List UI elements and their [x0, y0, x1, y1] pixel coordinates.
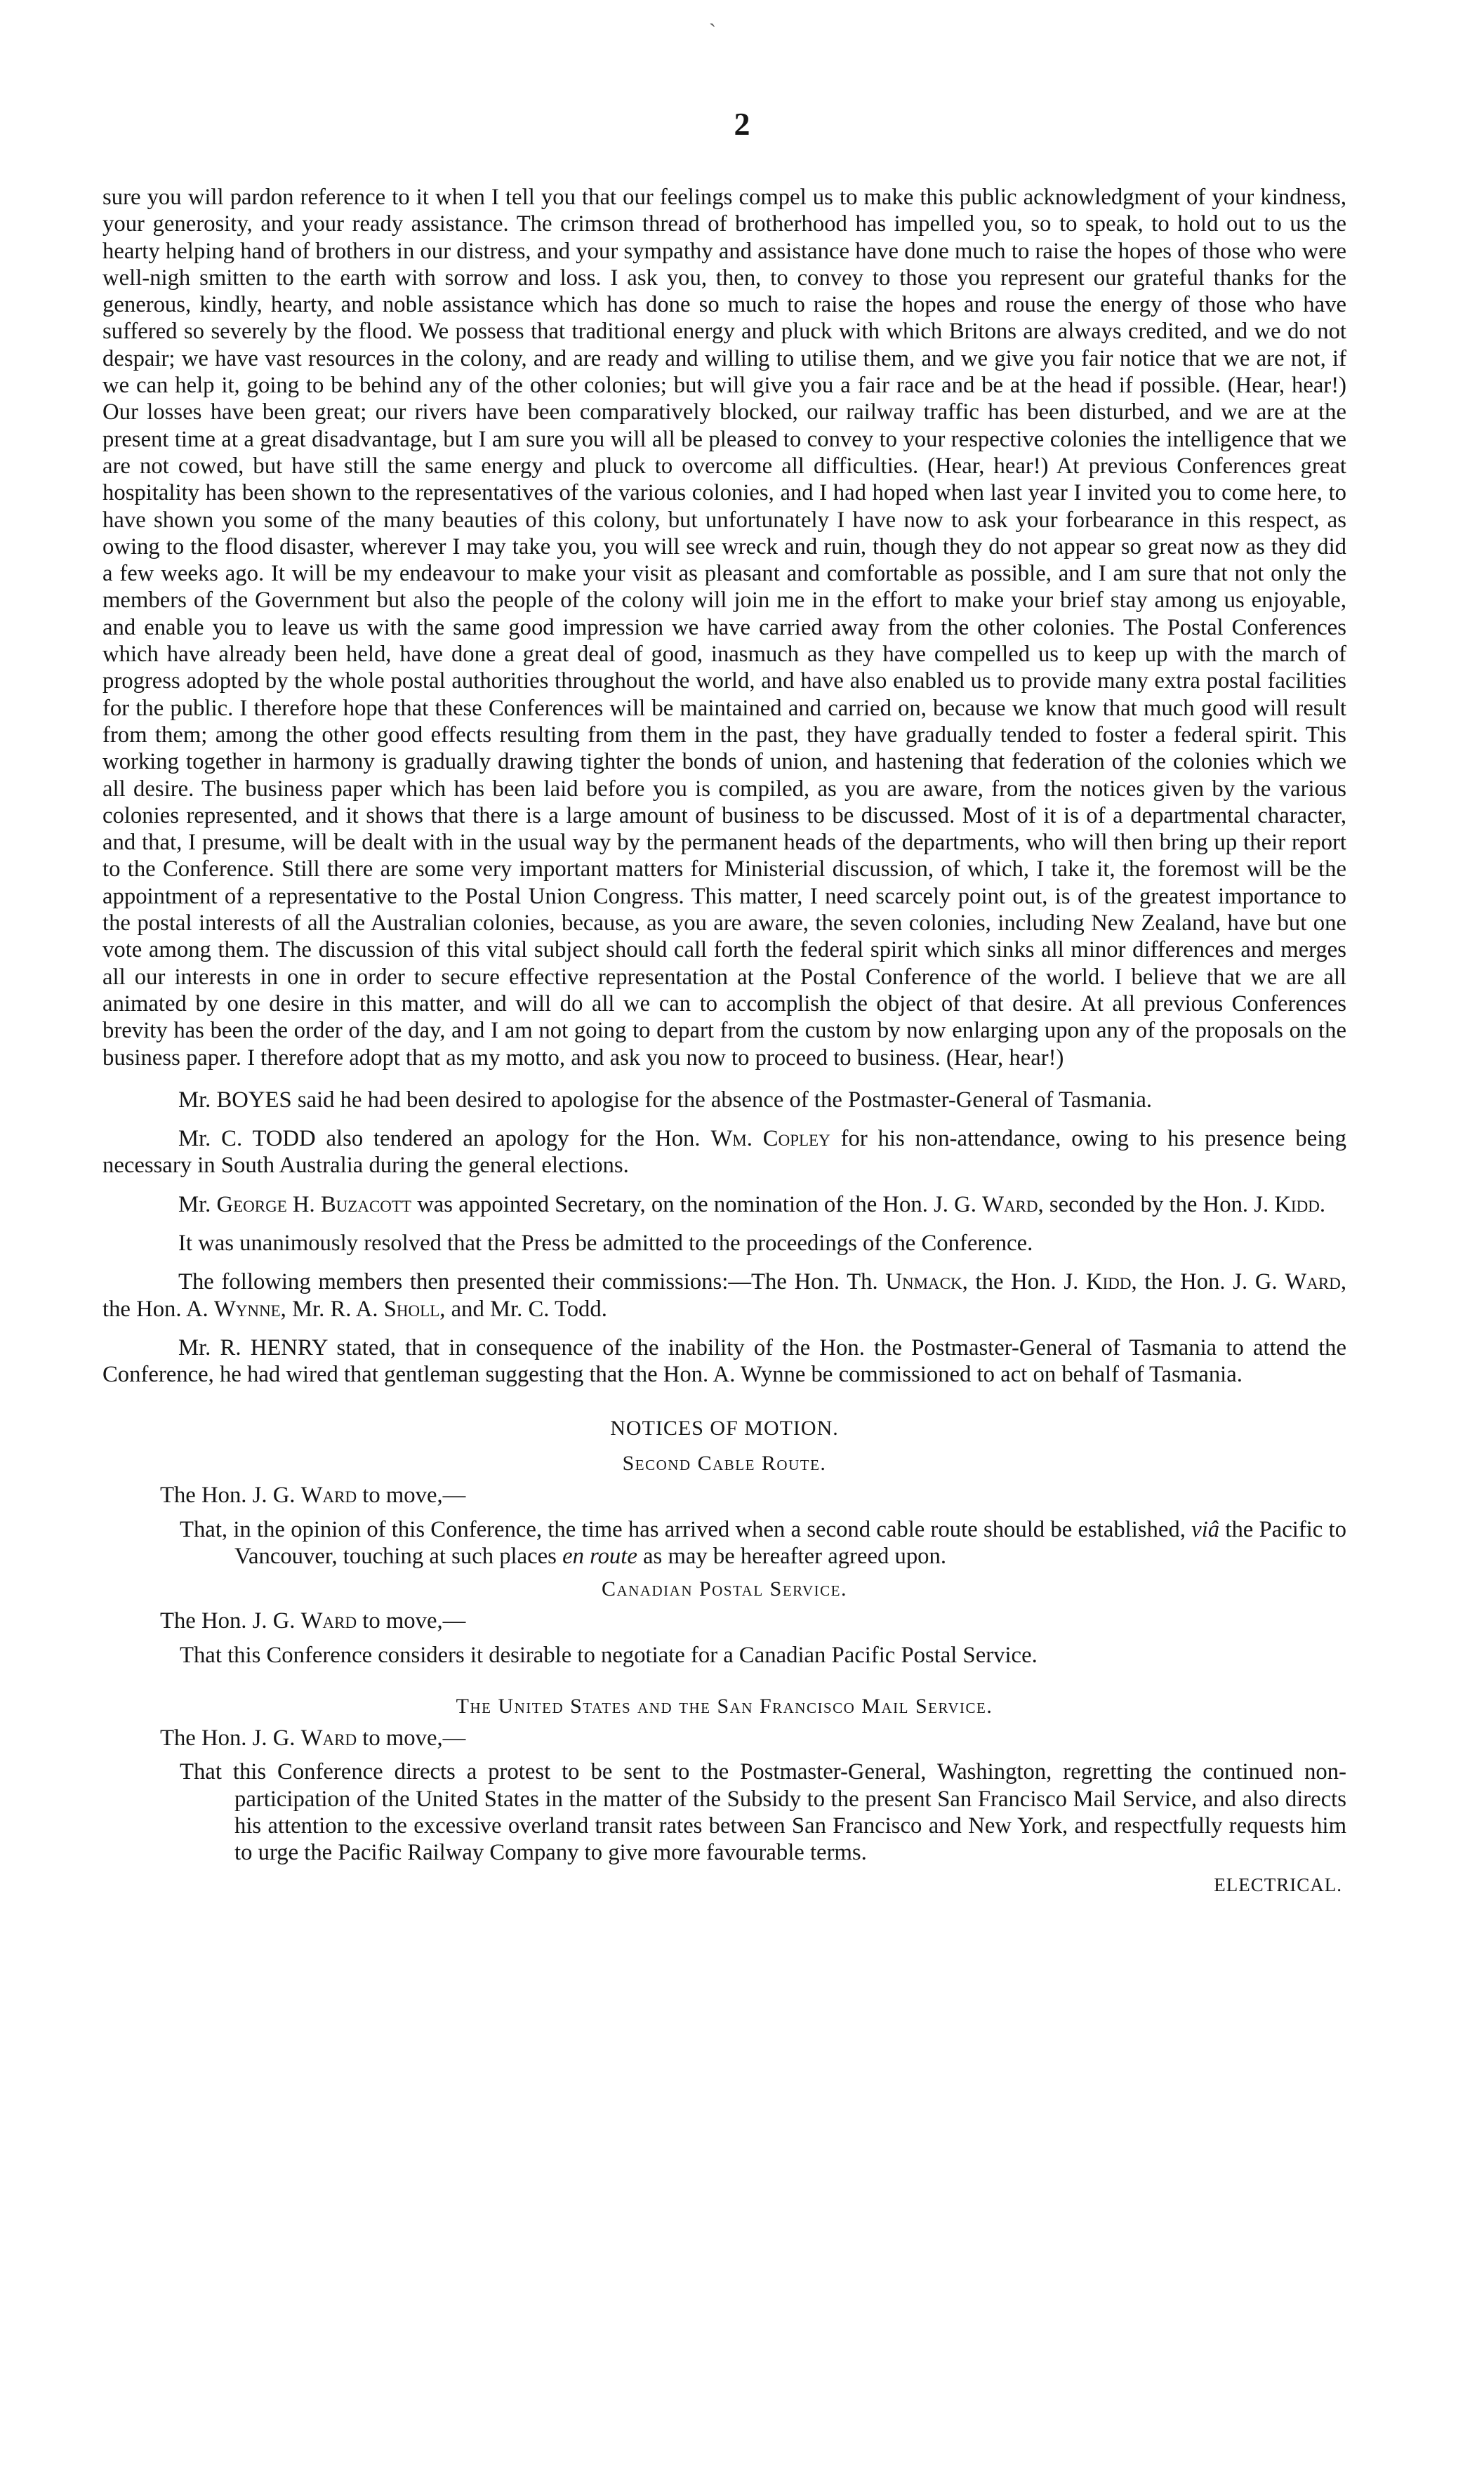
mover-ward: Ward	[300, 1483, 357, 1509]
motion-cable-b: the Pacific to Vancouver, touching at such places	[234, 1516, 1346, 1570]
boyes-apology: Mr. BOYES said he had been desired to apologise for the absence of the Postmaster-General of Tasmania.	[178, 1087, 1153, 1113]
motion-cable-a: That, in the opinion of this Conference, the time has arrived when a second cable route should be established,	[180, 1516, 1192, 1542]
ward-name: Ward	[982, 1191, 1038, 1217]
notice-title-canadian: Canadian Postal Service.	[602, 1577, 847, 1601]
buzacott-name: George H. Buzacott	[216, 1191, 412, 1217]
mover-text-a-3: The Hon. J. G.	[160, 1725, 301, 1751]
mover-text-a-2: The Hon. J. G.	[160, 1608, 301, 1634]
notice-title-cable: Second Cable Route.	[622, 1452, 827, 1476]
comm-text-b: , the Hon. J.	[962, 1269, 1087, 1295]
motion-cable-via: viâ	[1191, 1516, 1220, 1542]
unmack-name: Unmack	[885, 1269, 962, 1295]
motion-united-states: That this Conference directs a protest to be sent to the Postmaster-General, Washington, regretting the continued non-participation of the United States in the matter of the Subsidy to the present San Francisco Mail Service, and also directs his attention to the excessive overland transit rates between San Francisco and New York, and respectfully requests him to urge the Pacific Railway Company to give more favourable terms.	[180, 1759, 1346, 1866]
sec-text-c: , seconded by the Hon. J.	[1038, 1191, 1275, 1217]
comm-text-d: , the Hon. A.	[102, 1269, 1346, 1322]
sec-text-b: was appointed Secretary, on the nomination of the Hon. J. G.	[411, 1191, 983, 1217]
commissions	[102, 1268, 1346, 1323]
mover-ward-3: Ward	[300, 1725, 357, 1751]
page-number: 2	[734, 106, 750, 142]
page-body	[102, 184, 1346, 1897]
kidd-name: Kidd	[1274, 1191, 1320, 1217]
press-resolution: It was unanimously resolved that the Press be admitted to the proceedings of the Conference.	[178, 1230, 1033, 1256]
motion-cable-c: as may be hereafter agreed upon.	[637, 1544, 947, 1570]
notices-heading: NOTICES OF MOTION.	[610, 1417, 839, 1440]
motion-cable-enroute: en route	[562, 1544, 637, 1570]
mover-ward-2: Ward	[300, 1608, 357, 1634]
copley-name: Wm. Copley	[710, 1126, 830, 1152]
comm-text-a: The following members then presented their commissions:—The Hon. Th.	[178, 1269, 886, 1295]
henry-statement: Mr. R. HENRY stated, that in consequence of the inability of the Hon. the Postmaster-General of Tasmania to attend the Conference, he had wired that gentleman suggesting that the Hon. A. Wynne be commissioned to act on behalf of Tasmania.	[102, 1334, 1346, 1388]
mover-line-2	[102, 1608, 1346, 1634]
comm-text-e: , Mr. R. A.	[280, 1296, 384, 1322]
catchword: ELECTRICAL.	[1214, 1874, 1342, 1896]
sec-text-a: Mr.	[178, 1191, 217, 1217]
secretary-appointment	[102, 1191, 1346, 1218]
motion-canadian: That this Conference considers it desirable to negotiate for a Canadian Pacific Postal Service.	[180, 1642, 1038, 1668]
motion-cable	[102, 1516, 1346, 1570]
todd-apology	[102, 1125, 1346, 1179]
mover-text-a: The Hon. J. G.	[160, 1483, 301, 1509]
sec-text-d: .	[1319, 1191, 1325, 1217]
todd-text-a: Mr. C. TODD also tendered an apology for the Hon.	[178, 1126, 711, 1152]
speech-paragraph: sure you will pardon reference to it when I tell you that our feelings compel us to make this public acknowledgment of your kindness, your generosity, and your ready assistance. The crimson thread of brotherhood has impelled you, so to speak, to hold out to us the hearty helping hand of brothers in our distress, and your sympathy and assistance have done much to raise the hopes of those who were well-nigh smitten to the earth with sorrow and loss. I ask you, then, to convey to those you represent our grateful thanks for the generous, kindly, hearty, and noble assistance which has done so much to raise the hopes and rouse the energy of those who have suffered so severely by the flood. We possess that traditional energy and pluck with which Britons are always credited, and we do not despair; we have vast resources in the colony, and are ready and willing to utilise them, and we give you fair notice that we are not, if we can help it, going to be behind any of the other colonies; but will give you a fair race and be at the head if possible. (Hear, hear!) Our losses have been great; our rivers have been comparatively blocked, our railway traffic has been disturbed, and we are at the present time at a great disadvantage, but I am sure you will all be pleased to convey to your respective colonies the intelligence that we are not cowed, but have still the same energy and pluck to overcome all difficulties. (Hear, hear!) At previous Conferences great hospitality has been shown to the representatives of the various colonies, and I had hoped when last year I invited you to come here, to have shown you some of the many beauties of this colony, but unfortunately I have now to ask your forbearance in this respect, as owing to the flood disaster, wherever I may take you, you will see wreck and ruin, though they do not appear so great now as they did a few weeks ago. It will be my endeavour to make your visit as pleasant and comfortable as possible, and I am sure that not only the members of the Government but also the people of the colony will join me in the effort to make your brief stay among us enjoyable, and enable you to leave us with the same good impression we have carried away from the other colonies. The Postal Conferences which have already been held, have done a great deal of good, inasmuch as they have compelled us to keep up with the march of progress adopted by the whole postal authorities throughout the world, and have also enabled us to provide many extra postal facilities for the public. I therefore hope that these Conferences will be maintained and carried on, because we know that much good will result from them; among the other good effects resulting from them in the past, they have gradually tended to foster a federal spirit. This working together in harmony is gradually drawing tighter the bonds of union, and hastening that federation of the colonies which we all desire. The business paper which has been laid before you is compiled, as you are aware, from the notices given by the various colonies represented, and it shows that there is a large amount of business to be discussed. Most of it is of a departmental character, and that, I presume, will be dealt with in the usual way by the permanent heads of the departments, who will then bring up their report to the Conference. Still there are some very important matters for Ministerial discussion, of which, I take it, the foremost will be the appointment of a representative to the Postal Union Congress. This matter, I need scarcely point out, is of the greatest importance to the postal interests of all the Australian colonies, because, as you are aware, the seven colonies, including New Zealand, have but one vote among them. The discussion of this vital subject should call forth the federal spirit which sinks all minor differences and merges all our interests in one in order to secure effective representation at the Postal Conference of the world. I believe that we are all animated by one desire in this matter, and will do all we can to accomplish the object of that desire. At all previous Conferences brevity has been the order of the day, and I am not going to depart from the custom by now enlarging upon any of the proposals on the business paper. I therefore adopt that as my motto, and ask you now to proceed to business. (Hear, hear!)	[102, 185, 1346, 1071]
ward-name-2: Ward	[1285, 1269, 1341, 1295]
todd-text-b: for his non-attendance, owing to his presence being necessary in South Australia during the general elections.	[102, 1126, 1347, 1179]
notice-title-united-states: The United States and the San Francisco Mail Service.	[456, 1694, 993, 1718]
wynne-name: Wynne	[213, 1296, 281, 1322]
mover-text-b-3: to move,—	[357, 1725, 466, 1751]
mover-text-b: to move,—	[357, 1483, 466, 1509]
sholl-name: Sholl	[383, 1296, 440, 1322]
mover-line	[102, 1482, 1346, 1509]
kidd-name-2: Kidd	[1086, 1269, 1132, 1295]
comm-text-f: , and Mr. C. Todd.	[439, 1296, 607, 1322]
stray-mark: ˋ	[709, 20, 716, 43]
mover-line-3	[102, 1725, 1346, 1751]
mover-text-b-2: to move,—	[357, 1608, 466, 1634]
comm-text-c: , the Hon. J. G.	[1131, 1269, 1285, 1295]
